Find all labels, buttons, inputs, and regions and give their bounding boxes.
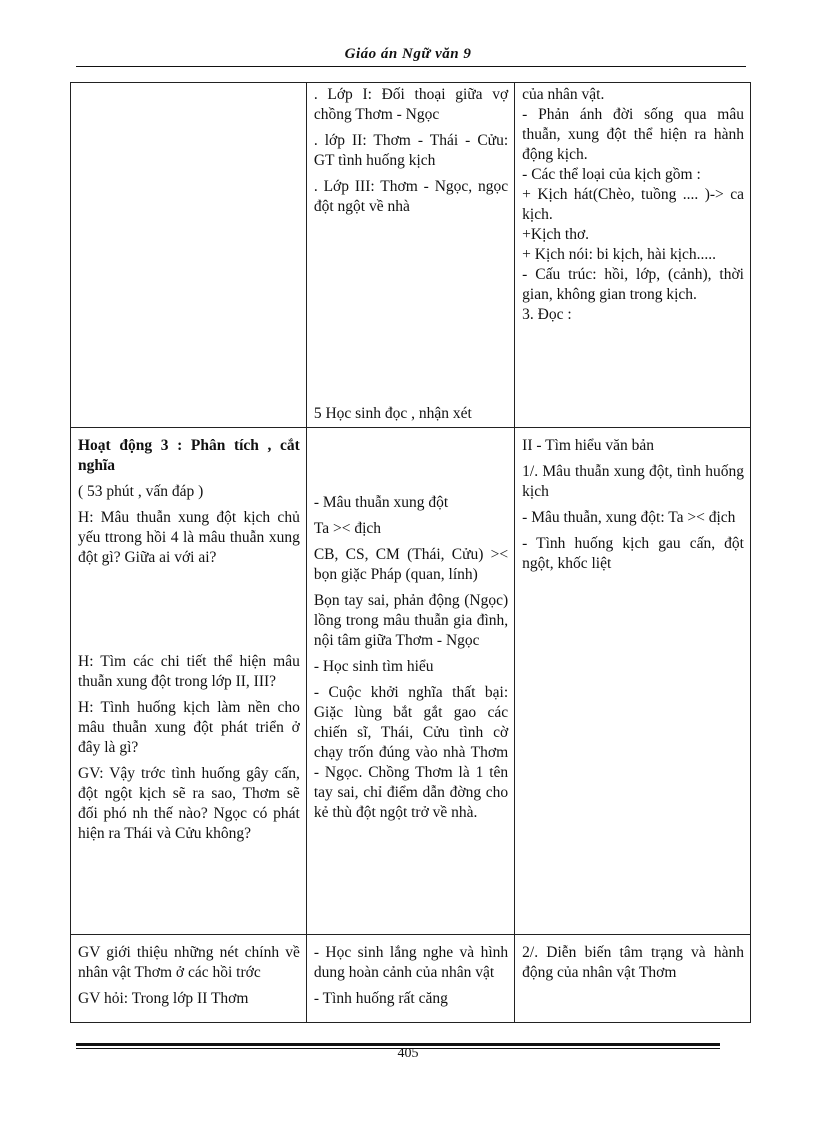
row1-content-cell <box>515 83 751 428</box>
teacher-question: H: Mâu thuẫn xung đột kịch chủ yếu ttrong hồi 4 là mâu thuẫn xung đột gì? Giữa ai với ai? <box>78 509 300 566</box>
teacher-question: GV hỏi: Trong lớp II Thơm <box>78 990 249 1007</box>
scene-line: . Lớp I: Đối thoại giữa vợ chồng Thơm - Ngọc <box>313 86 509 123</box>
row2-content-cell <box>515 428 751 935</box>
content-line: + Kịch hát(Chèo, tuồng .... )-> ca kịch. <box>522 186 744 223</box>
content-line: - Các thể loại của kịch gồm : <box>522 166 701 183</box>
lesson-table <box>70 82 751 1023</box>
teacher-question: GV: Vậy trớc tình huống gây cấn, đột ngột kịch sẽ ra sao, Thơm sẽ đối phó nh thế nào? Ngọc có phát hiện ra Thái và Cửu không? <box>78 765 300 842</box>
content-line: + Kịch nói: bi kịch, hài kịch..... <box>522 246 717 263</box>
student-answer: Ta >< địch <box>313 520 382 537</box>
content-line: +Kịch thơ. <box>522 226 590 243</box>
table-row <box>71 935 751 1023</box>
table-row <box>71 428 751 935</box>
student-answer: - Học sinh lắng nghe và hình dung hoàn cảnh của nhân vật <box>313 944 509 981</box>
teacher-question: H: Tìm các chi tiết thể hiện mâu thuẫn xung đột trong lớp II, III? <box>78 653 300 690</box>
page-number: 405 <box>397 1046 419 1061</box>
teacher-question: H: Tình huống kịch làm nền cho mâu thuẫn xung đột phát triển ở đây là gì? <box>78 699 300 756</box>
activity-heading: Hoạt động 3 : Phân tích , cắt nghĩa <box>78 437 300 474</box>
row3-activity-cell <box>71 935 307 1023</box>
scene-line: . lớp II: Thơm - Thái - Cửu: GT tình huống kịch <box>313 132 509 169</box>
student-answer: - Học sinh tìm hiểu <box>313 658 434 675</box>
content-line: - Cấu trúc: hồi, lớp, (cảnh), thời gian, không gian trong kịch. <box>522 266 744 303</box>
content-line: 3. Đọc : <box>522 306 572 323</box>
content-line: 1/. Mâu thuẫn xung đột, tình huống kịch <box>522 463 744 500</box>
row2-activity-cell <box>71 428 307 935</box>
table-row <box>71 83 751 428</box>
scene-line: . Lớp III: Thơm - Ngọc, ngọc đột ngột về nhà <box>313 178 509 215</box>
section-heading: 2/. Diễn biến tâm trạng và hành động của nhân vật Thơm <box>522 944 744 981</box>
section-heading: II - Tìm hiểu văn bản <box>522 437 655 454</box>
activity-time: ( 53 phút , vấn đáp ) <box>78 483 204 500</box>
student-answer: Bọn tay sai, phản động (Ngọc) lồng trong mâu thuẫn gia đình, nội tâm giữa Thơm - Ngọc <box>313 592 509 649</box>
content-line: - Tình huống kịch gau cấn, đột ngột, khốc liệt <box>522 535 744 572</box>
content-line: của nhân vật. <box>522 86 605 103</box>
student-answer: - Tình huống rất căng <box>313 990 448 1007</box>
row3-content-cell <box>515 935 751 1023</box>
student-answer: CB, CS, CM (Thái, Cửu) >< bọn giặc Pháp (quan, lính) <box>313 546 509 583</box>
header-rule <box>76 66 746 67</box>
student-answer: - Mâu thuẫn xung đột <box>313 494 449 511</box>
student-read-note: 5 Học sinh đọc , nhận xét <box>313 405 472 422</box>
header-title: Giáo án Ngữ văn 9 <box>344 46 472 62</box>
content-line: - Phản ánh đời sống qua mâu thuẫn, xung đột thể hiện ra hành động kịch. <box>522 106 744 163</box>
row3-student-cell <box>306 935 514 1023</box>
content-line: - Mâu thuẫn, xung đột: Ta >< địch <box>522 509 736 526</box>
row1-student-cell <box>306 83 514 428</box>
row2-student-cell <box>306 428 514 935</box>
teacher-note: GV giới thiệu những nét chính về nhân vật Thơm ở các hồi trớc <box>78 944 300 981</box>
student-answer: - Cuộc khởi nghĩa thất bại: Giặc lùng bắt gắt gao các chiến sĩ, Thái, Cửu tình cờ chạy trốn đúng vào nhà Thơm - Ngọc. Chồng Thơm là 1 tên tay sai, chỉ điểm dẫn đờng cho kẻ thù đột ngột trở về nhà. <box>313 684 509 821</box>
row1-activity-cell <box>71 83 307 428</box>
